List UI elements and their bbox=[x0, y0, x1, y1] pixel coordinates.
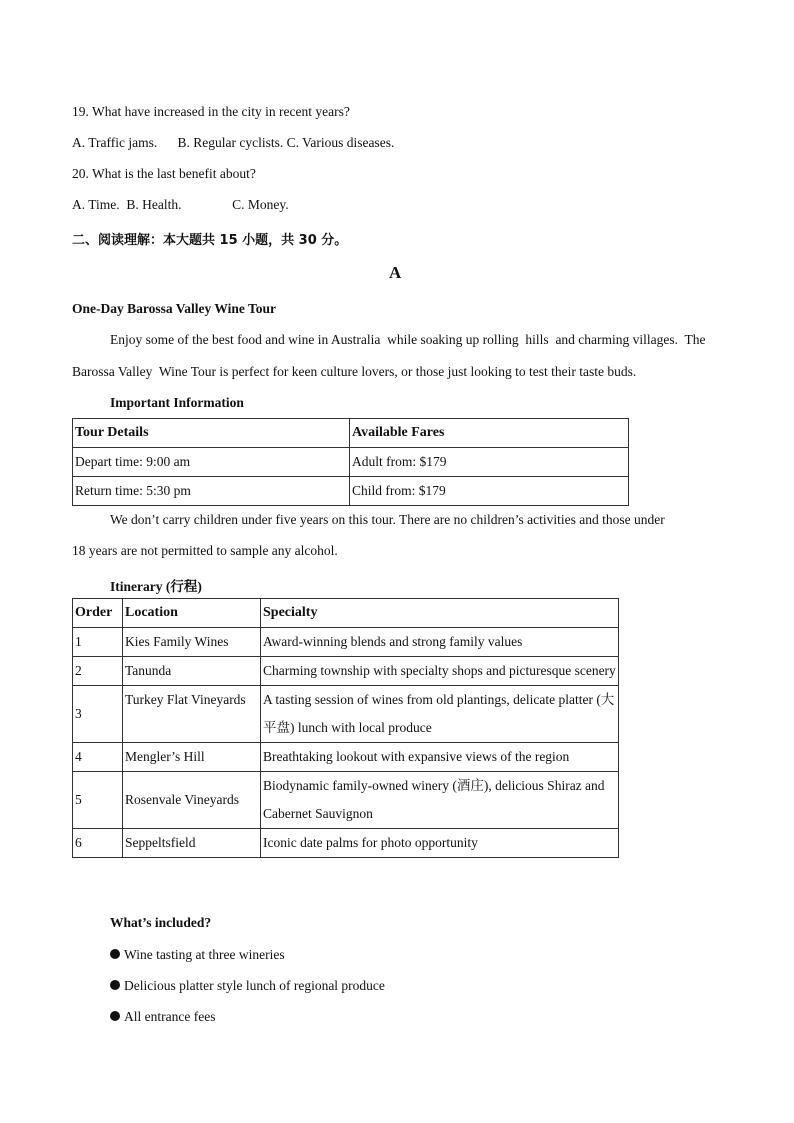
table-cell: 6 bbox=[73, 829, 123, 858]
table-row bbox=[73, 772, 619, 829]
question-19-options: A. Traffic jams. B. Regular cyclists. C. Various diseases. bbox=[72, 135, 395, 150]
note-line-2: 18 years are not permitted to sample any alcohol. bbox=[72, 543, 338, 558]
table-cell: Iconic date palms for photo opportunity bbox=[261, 829, 619, 858]
table-row bbox=[73, 829, 619, 858]
note-line-1: We don’t carry children under five years on this tour. There are no children’s activities and those under bbox=[110, 512, 665, 527]
itinerary-heading: Itinerary (行程) bbox=[110, 579, 202, 594]
table-cell: 1 bbox=[73, 628, 123, 657]
included-item-label: All entrance fees bbox=[124, 1009, 216, 1024]
table-cell: Depart time: 9:00 am bbox=[73, 448, 350, 477]
table-row bbox=[73, 599, 619, 628]
bullet-icon bbox=[110, 980, 120, 990]
table-cell: Return time: 5:30 pm bbox=[73, 477, 350, 506]
table-cell: Seppeltsfield bbox=[123, 829, 261, 858]
table-row bbox=[73, 657, 619, 686]
intro-line-2: Barossa Valley Wine Tour is perfect for keen culture lovers, or those just looking to test their taste buds. bbox=[72, 364, 637, 379]
table-cell: Kies Family Wines bbox=[123, 628, 261, 657]
table-cell: Turkey Flat Vineyards bbox=[123, 686, 261, 743]
table-cell: 3 bbox=[73, 686, 123, 743]
table-cell: Mengler’s Hill bbox=[123, 743, 261, 772]
list-item bbox=[110, 1009, 215, 1025]
question-20-options: A. Time. B. Health. C. Money. bbox=[72, 197, 289, 212]
table-header-cell: Tour Details bbox=[73, 419, 350, 448]
table-cell: Biodynamic family-owned winery (酒庄), delicious Shiraz and Cabernet Sauvignon bbox=[261, 772, 619, 829]
table-cell: Charming township with specialty shops and picturesque scenery bbox=[261, 657, 619, 686]
included-item-label: Delicious platter style lunch of regional produce bbox=[124, 978, 385, 993]
info-table bbox=[72, 418, 629, 506]
itinerary-table bbox=[72, 598, 619, 858]
table-header-cell: Order bbox=[73, 599, 123, 628]
table-cell: A tasting session of wines from old plantings, delicate platter (大平盘) lunch with local produce bbox=[261, 686, 619, 743]
included-heading: What’s included? bbox=[110, 915, 212, 930]
question-20-stem: 20. What is the last benefit about? bbox=[72, 166, 256, 181]
table-cell: 2 bbox=[73, 657, 123, 686]
tour-title: One-Day Barossa Valley Wine Tour bbox=[72, 301, 277, 316]
table-header-cell: Location bbox=[123, 599, 261, 628]
table-row bbox=[73, 419, 629, 448]
table-cell: Award-winning blends and strong family values bbox=[261, 628, 619, 657]
table-cell: Adult from: $179 bbox=[350, 448, 629, 477]
list-item bbox=[110, 947, 285, 963]
table-row bbox=[73, 448, 629, 477]
list-item bbox=[110, 978, 385, 994]
important-info-heading: Important Information bbox=[110, 395, 244, 410]
table-row bbox=[73, 628, 619, 657]
intro-line-1: Enjoy some of the best food and wine in Australia while soaking up rolling hills and charming villages. The bbox=[110, 332, 706, 347]
table-cell: 4 bbox=[73, 743, 123, 772]
table-cell: Tanunda bbox=[123, 657, 261, 686]
table-row bbox=[73, 477, 629, 506]
included-item-label: Wine tasting at three wineries bbox=[124, 947, 285, 962]
table-row bbox=[73, 686, 619, 743]
table-header-cell: Specialty bbox=[261, 599, 619, 628]
table-header-cell: Available Fares bbox=[350, 419, 629, 448]
bullet-icon bbox=[110, 1011, 120, 1021]
question-19-stem: 19. What have increased in the city in recent years? bbox=[72, 104, 350, 119]
table-cell: Child from: $179 bbox=[350, 477, 629, 506]
table-cell: Rosenvale Vineyards bbox=[123, 772, 261, 829]
passage-letter: A bbox=[389, 263, 402, 282]
table-cell: 5 bbox=[73, 772, 123, 829]
bullet-icon bbox=[110, 949, 120, 959]
table-cell: Breathtaking lookout with expansive views of the region bbox=[261, 743, 619, 772]
section-heading: 二、阅读理解：本大题共 15 小题，共 30 分。 bbox=[72, 233, 348, 248]
table-row bbox=[73, 743, 619, 772]
